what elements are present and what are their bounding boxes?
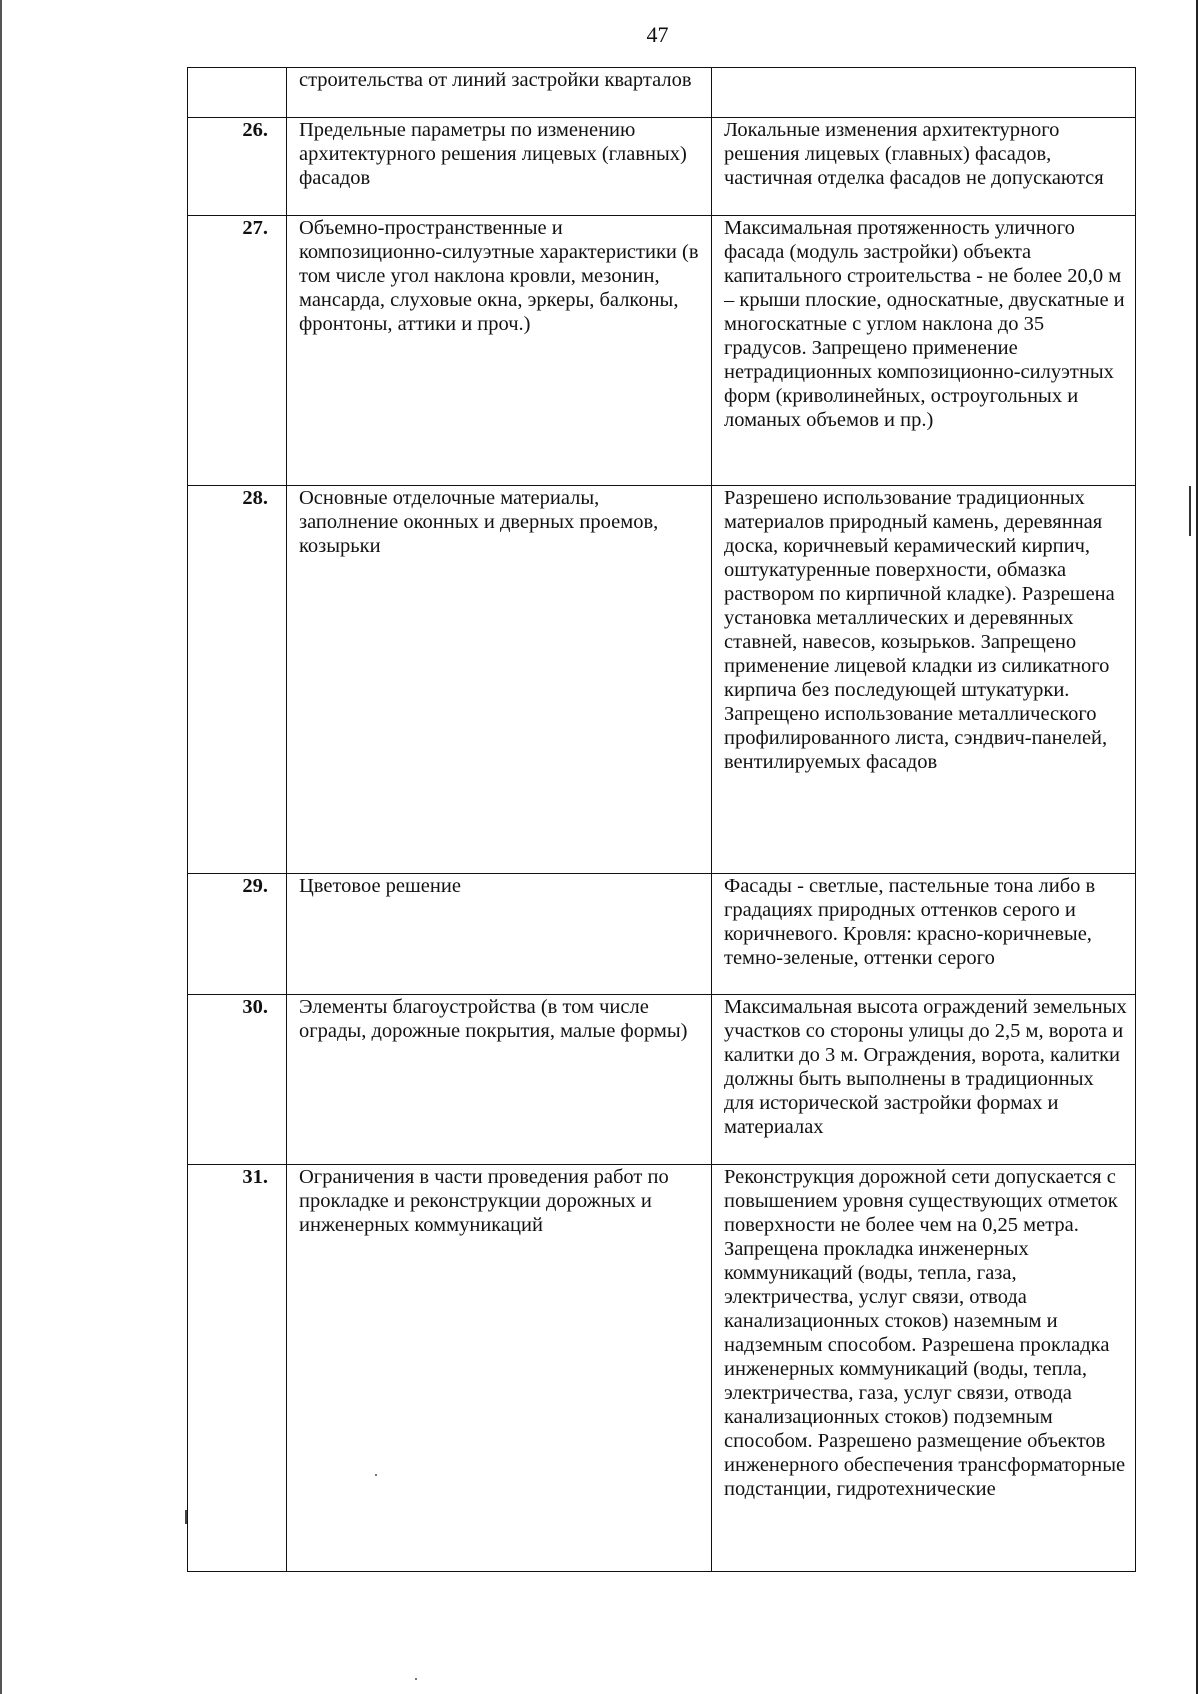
row-number: 26. [188, 118, 287, 216]
parameter-cell: Ограничения в части проведения работ по прокладке и реконструкции дорожных и инженерных коммуникаций [287, 1165, 712, 1572]
table-row [188, 118, 1136, 216]
parameter-cell: Цветовое решение [287, 874, 712, 995]
row-number: 28. [188, 486, 287, 874]
table-row [188, 216, 1136, 486]
table-row [188, 68, 1136, 118]
row-number: 29. [188, 874, 287, 995]
requirement-cell: Максимальная протяженность уличного фасада (модуль застройки) объекта капитального строительства - не более 20,0 м – крыши плоские, односкатные, двускатные и многоскатные с углом наклона до 35 градусов. Запрещено применение нетрадиционных композиционно-силуэтных форм (криволинейных, остроугольных и ломаных объемов и пр.) [712, 216, 1136, 486]
scan-artifact [375, 1474, 377, 1476]
row-number [188, 68, 287, 118]
regulations-table [187, 67, 1136, 1572]
scan-edge-right [1196, 0, 1198, 1694]
scan-artifact [415, 1678, 417, 1680]
requirement-cell: Разрешено использование традиционных материалов природный камень, деревянная доска, коричневый керамический кирпич, оштукатуренные поверхности, обмазка раствором по кирпичной кладке). Разрешена установка металлических и деревянных ставней, навесов, козырьков. Запрещено применение лицевой кладки из силикатного кирпича без последующей штукатурки. Запрещено использование металлического профилированного листа, сэндвич-панелей, вентилируемых фасадов [712, 486, 1136, 874]
row-number: 27. [188, 216, 287, 486]
requirement-cell: Реконструкция дорожной сети допускается с повышением уровня существующих отметок поверхности не более чем на 0,25 метра. Запрещена прокладка инженерных коммуникаций (воды, тепла, газа, электричества, услуг связи, отвода канализационных стоков) наземным и надземным способом. Разрешена прокладка инженерных коммуникаций (воды, тепла, электричества, газа, услуг связи, отвода канализационных стоков) подземным способом. Разрешено размещение объектов инженерного обеспечения трансформаторные подстанции, гидротехнические [712, 1165, 1136, 1572]
parameter-cell: строительства от линий застройки кварталов [287, 68, 712, 118]
parameter-cell: Основные отделочные материалы, заполнение оконных и дверных проемов, козырьки [287, 486, 712, 874]
requirement-cell: Локальные изменения архитектурного решения лицевых (главных) фасадов, частичная отделка фасадов не допускаются [712, 118, 1136, 216]
parameter-cell: Предельные параметры по изменению архитектурного решения лицевых (главных) фасадов [287, 118, 712, 216]
requirement-cell [712, 68, 1136, 118]
table-row [188, 486, 1136, 874]
scan-artifact [185, 1510, 187, 1524]
parameter-cell: Объемно-пространственные и композиционно-силуэтные характеристики (в том числе угол наклона кровли, мезонин, мансарда, слуховые окна, эркеры, балконы, фронтоны, аттики и проч.) [287, 216, 712, 486]
row-number: 31. [188, 1165, 287, 1572]
requirement-cell: Фасады - светлые, пастельные тона либо в градациях природных оттенков серого и коричневого. Кровля: красно-коричневые, темно-зеленые, оттенки серого [712, 874, 1136, 995]
table-row [188, 1165, 1136, 1572]
scan-mark [1189, 486, 1191, 536]
page-number: 47 [646, 22, 669, 47]
parameter-cell: Элементы благоустройства (в том числе ограды, дорожные покрытия, малые формы) [287, 995, 712, 1165]
scan-edge-left [0, 0, 2, 1694]
row-number: 30. [188, 995, 287, 1165]
table-row [188, 874, 1136, 995]
table-row [188, 995, 1136, 1165]
requirement-cell: Максимальная высота ограждений земельных участков со стороны улицы до 2,5 м, ворота и калитки до 3 м. Ограждения, ворота, калитки должны быть выполнены в традиционных для исторической застройки формах и материалах [712, 995, 1136, 1165]
